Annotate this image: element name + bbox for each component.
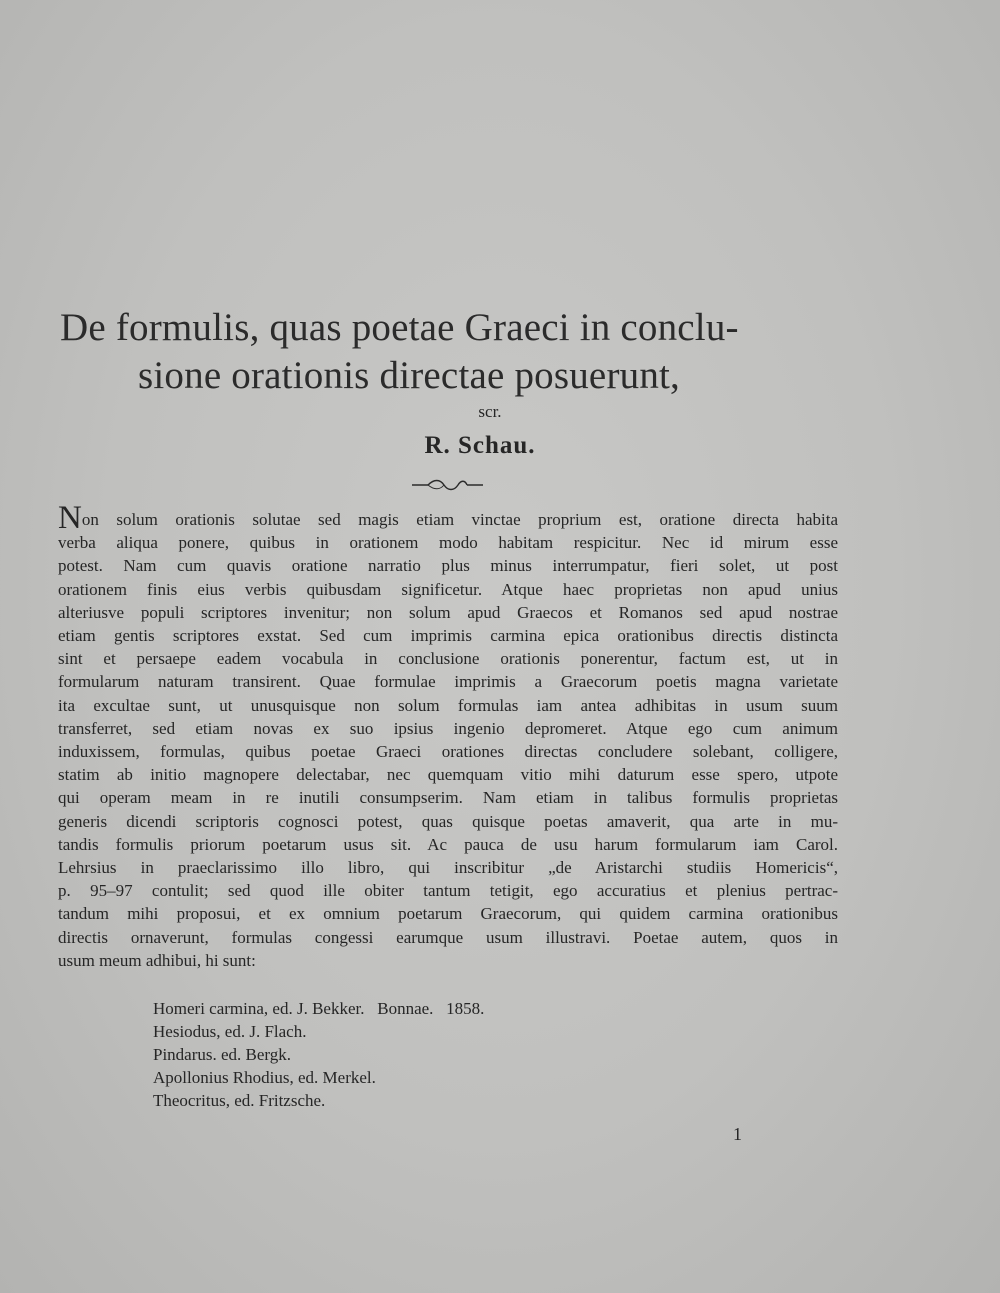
body-line: formularum naturam transirent. Quae formulae imprimis a Graecorum poetis magna varietate — [58, 672, 838, 692]
edition-item: Pindarus. ed. Bergk. — [153, 1045, 292, 1064]
byline-prefix: scr. — [478, 402, 502, 421]
body-line: transferret, sed etiam novas ex suo ipsius ingenio depromeret. Atque ego cum animum — [58, 718, 838, 738]
ornamental-divider-icon — [410, 478, 485, 492]
edition-item: Homeri carmina, ed. J. Bekker. Bonnae. 1858. — [153, 999, 485, 1018]
title-line-1: De formulis, quas poetae Graeci in conclu- — [60, 306, 739, 349]
body-line: Non solum orationis solutae sed magis etiam vinctae proprium est, oratione directa habita — [58, 500, 838, 536]
body-line: alteriusve populi scriptores invenitur; non solum apud Graecos et Romanos sed apud nostrae — [58, 602, 838, 622]
body-line: tandis formulis priorum poetarum usus sit. Ac pauca de usu harum formularum iam Carol. — [58, 834, 838, 854]
editions-list — [153, 997, 484, 1112]
body-line: ita excultae sunt, ut unusquisque non solum formulas iam antea adhibitas in usum suum — [58, 695, 838, 715]
body-line: tandum mihi proposui, et ex omnium poetarum Graecorum, qui quidem carmina orationibus — [58, 904, 838, 924]
body-line: orationem finis eius verbis quibusdam significetur. Atque haec proprietas non apud unius — [58, 579, 838, 599]
article-title — [60, 304, 960, 400]
edition-item: Apollonius Rhodius, ed. Merkel. — [153, 1068, 376, 1087]
body-line: usum meum adhibui, hi sunt: — [58, 950, 256, 970]
edition-item: Hesiodus, ed. J. Flach. — [153, 1022, 307, 1041]
author-name: R. Schau. — [424, 432, 536, 459]
body-paragraph — [58, 500, 838, 972]
body-line: induxissem, formulas, quibus poetae Graeci orationes directas concludere solebant, colligere, — [58, 742, 838, 762]
edition-item: Theocritus, ed. Fritzsche. — [153, 1091, 326, 1110]
body-line: statim ab initio magnopere delectabar, nec quemquam vitio mihi daturum esse spero, utpote — [58, 765, 838, 785]
body-line: potest. Nam cum quavis oratione narratio plus minus interrumpatur, fieri solet, ut post — [58, 556, 838, 576]
body-line: sint et persaepe eadem vocabula in conclusione orationis ponerentur, factum est, ut in — [58, 649, 838, 669]
body-line: directis ornaverunt, formulas congessi earumque usum illustravi. Poetae autem, quos in — [58, 927, 838, 947]
page-number: 1 — [733, 1124, 742, 1144]
body-line: generis dicendi scriptoris cognosci potest, quas quisque poetas amaverit, qua arte in mu- — [58, 811, 838, 831]
body-line: verba aliqua ponere, quibus in orationem modo habitam respicitur. Nec id mirum esse — [58, 533, 838, 553]
body-line: p. 95–97 contulit; sed quod ille obiter tantum tetigit, ego accuratius et plenius pertrac- — [58, 881, 838, 901]
body-line: etiam gentis scriptores exstat. Sed cum imprimis carmina epica orationibus directis distincta — [58, 626, 838, 646]
drop-cap: N — [58, 500, 82, 536]
body-line: qui operam meam in re inutili consumpserim. Nam etiam in talibus formulis proprietas — [58, 788, 838, 808]
body-line: Lehrsius in praeclarissimo illo libro, qui inscribitur „de Aristarchi studiis Homericis“, — [58, 858, 838, 878]
title-line-2: sione orationis directae posuerunt, — [138, 354, 681, 397]
